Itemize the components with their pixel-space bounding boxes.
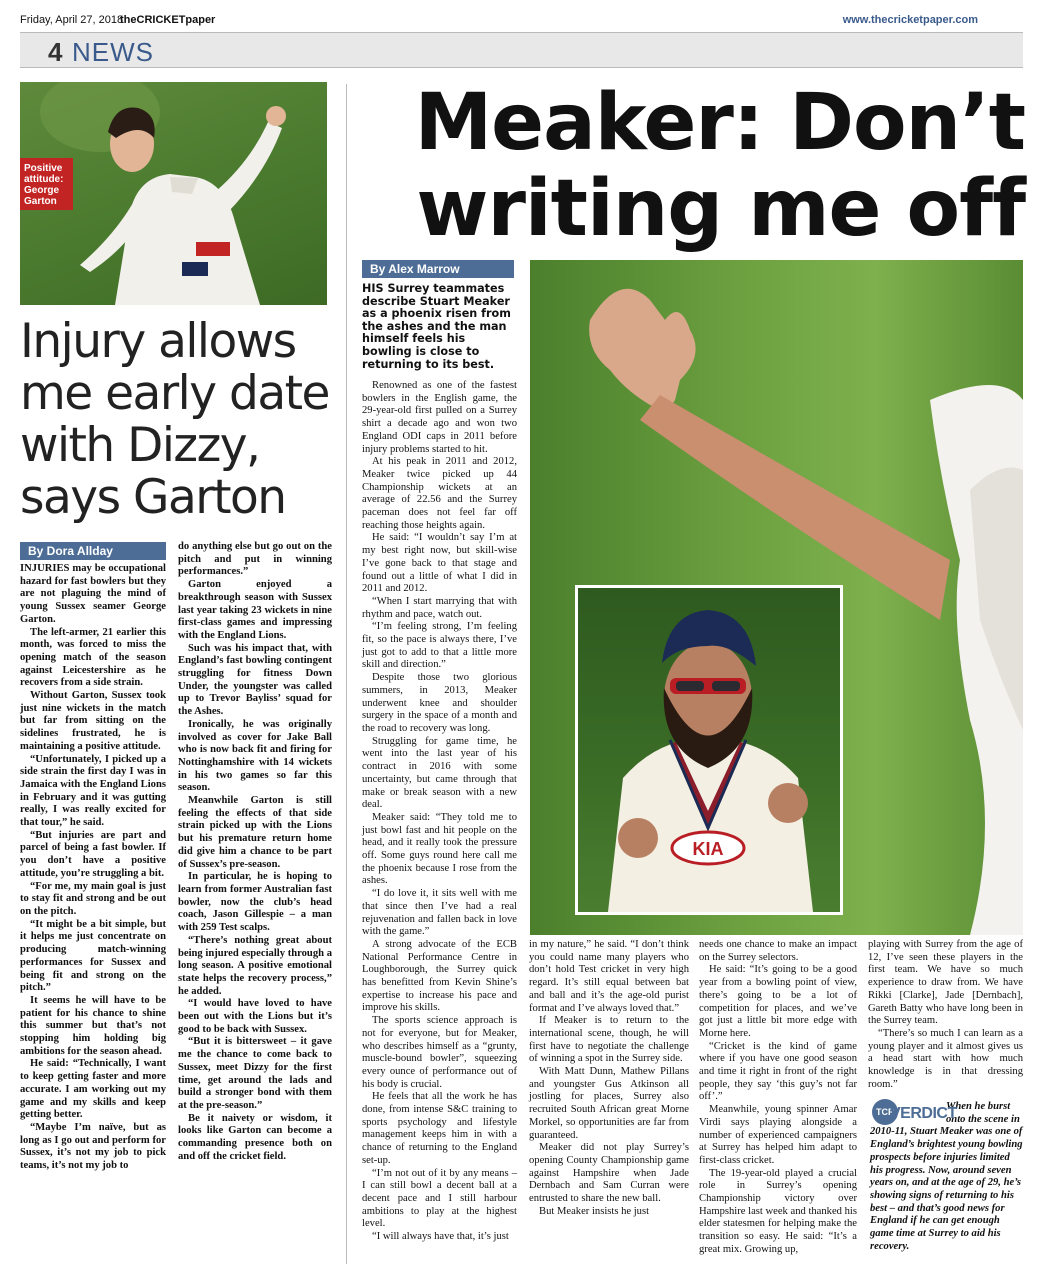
main-byline: By Alex Marrow [362,260,514,278]
main-column-1 [362,380,517,1244]
paragraph: “I do love it, it sits well with me that since then I’ve had a real rejuvenation and fallen back in love with the game.” [362,888,517,938]
paragraph: “For me, my main goal is just to stay fit and strong and be out on the pitch. [20,880,166,917]
paragraph: “Cricket is the kind of game where if you have one good season and time it right in front of the right people, they say ‘this guy’s not far off’.” [699,1040,857,1103]
paragraph: The sports science approach is not for everyone, but for Meaker, who describes himself as a “grunty, muscle-bound bowler”, squeezing every ounce of performance out of his body is crucial. [362,1015,517,1090]
verdict-word: VERDICT [890,1105,957,1122]
main-column-4 [868,939,1023,1091]
paragraph: “I would have loved to have been out with the Lions but it’s good to be back with Sussex. [178,998,332,1035]
column-divider [346,84,347,1264]
paragraph: “I’m feeling strong, I’m feeling fit, so the pace is always there, I’ve just got to add to that a little more skill and direction.” [362,621,517,671]
paragraph: “I will always have that, it’s just [372,1231,509,1243]
main-intro: HIS Surrey teammates describe Stuart Meaker as a phoenix risen from the ashes and the man himself feels his bowling is close to returning to its best. [362,282,511,371]
verdict-text: When he burst onto the scene in 2010-11, Stuart Meaker was one of England’s brightest young bowling prospects before injuries limited his progress. Now, around seven years on, and at the age of 29, he’s showing signs of returning to his best – and that’s good news for England if he can get enough game time at Surrey to aid his recovery. [870,1101,1023,1252]
paragraph: Meanwhile Garton is still feeling the effects of that side strain picked up with the Lions but his premature return home did give him a chance to be part of Sussex’s pre-season. [178,795,332,870]
paragraph: At his peak in 2011 and 2012, Meaker twice picked up 44 Championship wickets at an average of 22.56 and the Surrey paceman does not feel far off reaching those heights again. [362,456,517,531]
paragraph: The left-armer, 21 earlier this month, was forced to miss the opening match of the season against Leicestershire as he recovers from a side strain. [20,626,166,689]
left-byline: By Dora Allday [20,542,166,560]
page-number: 4 [48,37,63,67]
paragraph: Without Garton, Sussex took just nine wickets in the match but far from sitting on the sidelines frustrated, he is maintaining a positive attitude. [20,690,166,752]
main-column-3 [699,939,857,1257]
shirt-sponsor: KIA [692,839,724,859]
section-name: NEWS [72,37,154,67]
verdict-logo [872,1099,957,1129]
website-url[interactable]: www.thecricketpaper.com [842,14,978,26]
paragraph: If Meaker is to return to the international scene, though, he will first have to negotiate the challenge of winning a spot in the Surrey side. [529,1015,689,1065]
paragraph: in my nature,” he said. “I don’t think you could name many players who don’t hold Test cricket in very high regard. It’s still equal between bat and ball and it’s the age-old purist format and I’ve always loved that.” [529,939,689,1014]
paragraph: “It might be a bit simple, but it helps me just concentrate on producing match-winning performances for Sussex and being fit and strong on the pitch.” [20,918,166,994]
section-bar [20,32,1023,68]
photo-caption: Positive attitude: George Garton [20,158,73,210]
paragraph: The 19-year-old played a crucial role in Surrey’s opening Championship victory over Hampshire last week and thanked his elder statesmen for helping make the transition so easy. He said: “It’s a great mix. Growing up, [699,1167,857,1255]
headline-line-1: Meaker: Don’t [414,78,1025,168]
paragraph: Ironically, he was originally involved as cover for Jake Ball who is now back fit and firing for Nottinghamshire with 14 wickets in his two games so far this season. [178,718,332,794]
paragraph: Meaker did not play Surrey’s opening County Championship game against Hampshire when Jade Dernbach and Sam Curran were entrusted to share the new ball. [529,1142,689,1205]
paragraph: In particular, he is hoping to learn from former Australian fast bowler, now the club’s head coach, Jason Gillespie – a man with 259 Test scalps. [178,871,332,934]
paragraph: Despite those two glorious summers, in 2013, Meaker underwent knee and shoulder surgery in the space of a month and the road to recovery was long. [362,672,517,734]
paragraph: Renowned as one of the fastest bowlers in the English game, the 29-year-old first pulled on a Surrey shirt a decade ago and won two England ODI caps in 2011 before injury problems started to hit. [362,380,517,455]
paragraph: “I’m not out of it by any means – I can still bowl a decent ball at a decent pace and I still harbour ambitions to play at the highest level. [362,1167,517,1230]
paragraph: “But injuries are part and parcel of being a fast bowler. If you don’t have a positive attitude, you’re struggling a bit. [20,829,166,879]
virdi-illustration [578,588,840,912]
paragraph: “But it is bittersweet – it gave me the chance to come back to Sussex, meet Dizzy for the first time, get around the lads and build a stronger bond with them at the pre-season.” [178,1036,332,1111]
paragraph: Be it naivety or wisdom, it looks like Garton can become a commanding presence both on and off the cricket field. [178,1112,332,1162]
main-headline [380,80,1025,252]
paragraph: With Matt Dunn, Mathew Pillans and youngster Gus Atkinson all jostling for places, Surrey also recruited South African great Morne Morkel, so opportunities are far from guaranteed. [529,1066,689,1141]
paragraph: Struggling for game time, he went into the last year of his contract in 2016 with some uncertainty, but came through that make or break season with a new deal. [362,735,517,811]
issue-date: Friday, April 27, 2018 [20,14,124,26]
left-column-2 [178,541,332,1163]
masthead [20,14,1023,30]
paragraph: “Unfortunately, I picked up a side strain the first day I was in Jamaica with the England Lions in February and it was gutting really, I was really excited for that tour,” he said. [20,753,166,829]
paragraph: Garton enjoyed a breakthrough season with Sussex last year taking 23 wickets in nine first-class games and impressing with the England Lions. [178,579,332,641]
paragraph: “There’s nothing great about being injured especially through a long season. A positive emotional state helps the recovery process,” he added. [178,934,332,997]
paper-brand: theCRICKETpaper [120,14,216,26]
paragraph: needs one chance to make an impact on the Surrey selectors. [699,939,857,963]
paragraph: A strong advocate of the ECB National Performance Centre in Loughborough, the Surrey quick has benefitted from Kevin Shine’s expertise to increase his pace and improve his skills. [362,938,517,1014]
paragraph: “When I start marrying that with rhythm and pace, watch out. [362,595,517,620]
left-headline: Injury allows me early date with Dizzy, says Garton [20,314,329,525]
paragraph: Such was his impact that, with England’s fast bowling contingent struggling for fitness Down Under, the youngster was called up to Trevor Bayliss’ squad for the Ashes. [178,642,332,718]
main-column-2 [529,939,689,1218]
virdi-photo [575,585,843,915]
paragraph: playing with Surrey from the age of 12, I’ve seen these players in the first team. We have so much experience to draw from. We have Rikki [Clarke], Jade [Dernbach], Gareth Batty who have long been in the Surrey team. [868,939,1023,1027]
paragraph: INJURIES may be occupational hazard for fast bowlers but they are not plaguing the mind of young Sussex seamer George Garton. [20,563,166,625]
paragraph: “Maybe I’m naïve, but as long as I go out and perform for Sussex, it’s not my job to pick teams, it’s not my job to [20,1121,166,1172]
tcp-badge-icon: TCP [872,1099,898,1125]
paragraph: He feels that all the work he has done, from intense S&C training to sports psychology and lifestyle management keeps him in with a chance of returning to the England set-up. [362,1091,517,1166]
paragraph: Meaker said: “They told me to just bowl fast and hit people on the head, and it really took the pressure off. Some guys round here call me the phoenix because I rose from the ashes. [362,811,517,887]
paragraph: But Meaker insists he just [539,1205,650,1217]
headline-line-2: writing me off [416,164,1025,254]
paragraph: He said: “It’s going to be a good year from a bowling point of view, there’s going to be a lot of competition for places, and we’ve got just a little bit more edge with Morne here. [699,964,857,1039]
paragraph: do anything else but go out on the pitch and put in winning performances.” [178,541,332,578]
paragraph: It seems he will have to be patient for his chance to shine this summer but that’s not stopping him holding big ambitions for the season ahead. [20,994,166,1057]
paragraph: He said: “I wouldn’t say I’m at my best right now, but skill-wise I’ve gone back to that stage and found out a little of what I did in 2011 and 2012. [362,532,517,595]
paragraph: Meanwhile, young spinner Amar Virdi says playing alongside a number of experienced campaigners at Surrey has helped him adapt to first-class cricket. [699,1104,857,1166]
left-column-1 [20,563,166,1173]
paragraph: “There’s so much I can learn as a young player and it almost gives us a head start with how much knowledge is in that dressing room.” [868,1027,1023,1090]
paragraph: He said: “Technically, I want to keep getting faster and more accurate. I am working out my game and my skills and keep getting better. [20,1058,166,1121]
